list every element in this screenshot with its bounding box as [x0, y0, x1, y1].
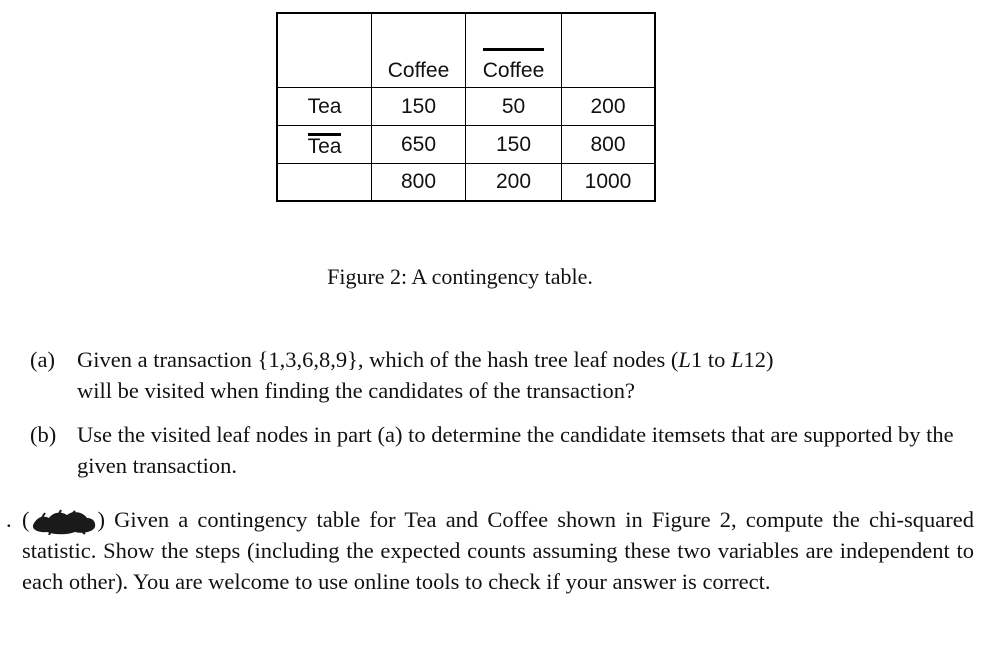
- leaf-number-first: 1: [690, 347, 703, 372]
- question-close-paren: ): [97, 507, 105, 532]
- table-cell-value: 800: [590, 132, 626, 156]
- table-cell-value: 1000: [584, 170, 632, 193]
- question-part-a-text: [77, 344, 980, 406]
- table-corner-cell: [278, 14, 372, 88]
- table-header-total: [562, 14, 654, 88]
- table-cell: [466, 88, 562, 126]
- table-cell: [372, 126, 466, 164]
- table-cell-value: 650: [400, 132, 437, 156]
- table-row-label-not-tea-text: Tea: [307, 134, 342, 158]
- table-header-not-coffee: [466, 14, 562, 88]
- table-cell-value: 150: [495, 132, 532, 156]
- contingency-table: [276, 12, 656, 202]
- question-part-a-label: (a): [30, 347, 55, 372]
- question-open-paren: (: [22, 507, 30, 532]
- figure-caption: Figure 2: A contingency table.: [327, 264, 593, 289]
- question-part-b: [30, 419, 980, 481]
- table-cell: [372, 88, 466, 126]
- table-row-label-not-tea: [278, 126, 372, 164]
- question-part-b-label: (b): [30, 422, 57, 447]
- table-cell-grand-total: [562, 164, 654, 200]
- question-number-marker: .: [6, 507, 12, 532]
- table-cell-col-total: [466, 164, 562, 200]
- table-row-label-tea-text: Tea: [307, 94, 342, 118]
- table-row-label-total: [278, 164, 372, 200]
- redaction-scribble-icon: [31, 509, 97, 535]
- leaf-symbol-l: L: [678, 347, 691, 372]
- table-cell-value: 800: [400, 170, 437, 193]
- table-cell-value: 200: [590, 94, 626, 118]
- table-header-not-coffee-label: Coffee: [483, 48, 545, 83]
- table-cell-value: 50: [501, 94, 526, 118]
- table-cell-col-total: [372, 164, 466, 200]
- table-header-coffee-label: Coffee: [387, 59, 450, 82]
- table-cell-row-total: [562, 88, 654, 126]
- question-chi-squared-text: Given a contingency table for Tea and Coffee shown in Figure 2, compute the chi-squared statistic. Show the steps (including the expected counts assuming these two variables are independent to each other). You are welcome to use online tools to check if your answer is correct.: [22, 507, 974, 594]
- table-header-coffee: [372, 14, 466, 88]
- question-part-a-to: to: [702, 347, 731, 372]
- question-part-a-line1: [77, 344, 980, 375]
- question-part-a: [30, 344, 980, 406]
- table-cell-value: 200: [495, 170, 532, 193]
- question-part-a-line2: will be visited when finding the candidates of the transaction?: [77, 378, 635, 403]
- leaf-number-last: 12: [743, 347, 766, 372]
- table-cell: [466, 126, 562, 164]
- question-part-b-text: Use the visited leaf nodes in part (a) to determine the candidate itemsets that are supported by the given transaction.: [77, 422, 954, 478]
- leaf-symbol-l: L: [730, 347, 744, 372]
- question-chi-squared: [6, 504, 974, 597]
- table-cell-row-total: [562, 126, 654, 164]
- question-part-a-line1-pre: Given a transaction {1,3,6,8,9}, which of the hash tree leaf nodes (: [77, 347, 679, 372]
- table-cell-value: 150: [400, 94, 437, 118]
- table-row-label-tea: [278, 88, 372, 126]
- question-part-a-line1-post: ): [765, 347, 774, 372]
